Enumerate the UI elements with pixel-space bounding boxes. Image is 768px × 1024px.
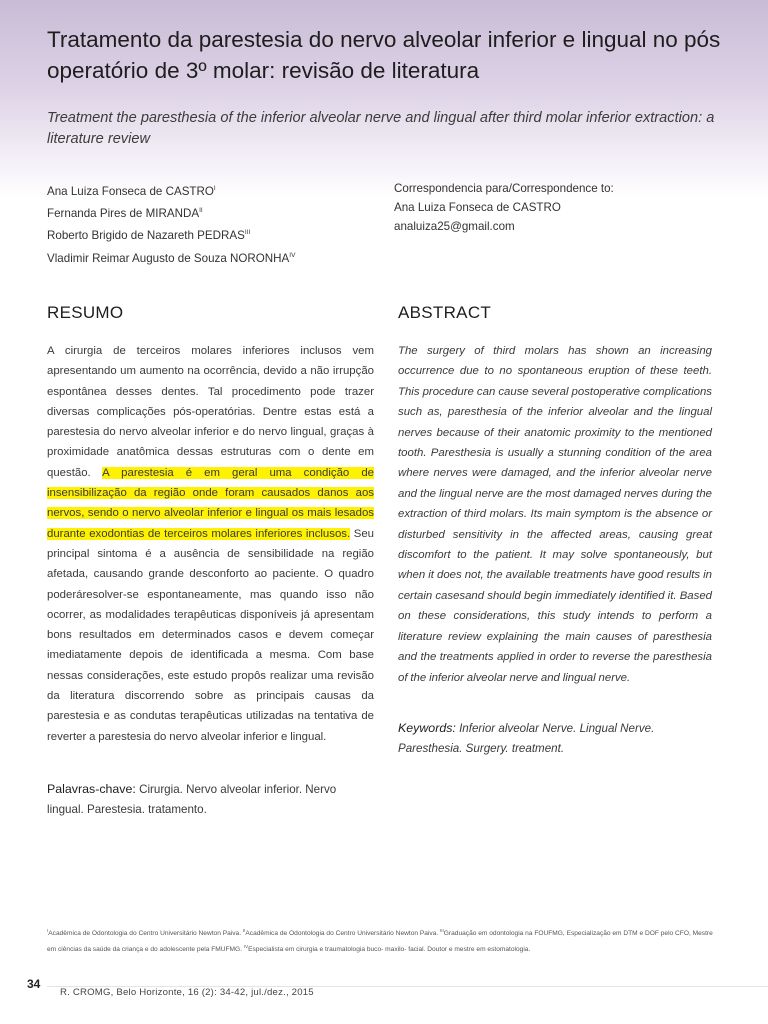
correspondence-label: Correspondencia para/Correspondence to:: [394, 182, 614, 195]
article-title: Tratamento da parestesia do nervo alveolar inferior e lingual no pós operatório de 3º molar: revisão de literatura: [47, 27, 721, 83]
author: Ana Luiza Fonseca de $CASTRO^I$: [47, 185, 216, 198]
affiliation-mark: IV: [289, 251, 296, 259]
journal-reference: R. CROMG, Belo Horizonte, 16 (2): 34-42, jul./dez., 2015: [60, 987, 314, 998]
author: Roberto Brigido de Nazareth $PEDRAS^{III}$: [47, 229, 251, 243]
correspondence-block: [394, 179, 614, 237]
keywords-label: Palavras-chave:: [47, 782, 136, 796]
author-list: [47, 179, 295, 268]
affiliation-mark: I: [213, 185, 216, 192]
affiliation-mark: II: [199, 207, 203, 215]
abstract-body: The surgery of third molars has shown an increasing occurrence due to no spontaneous eruption of these teeth. This procedure can cause several postoperative complications such as, paresthesia of the inferior alveolar and the lingual nerves because of their anatomic proximity to the mentioned tooth. Paresthesia is usually a stunning condition of the area where nerves were damaged, and the inferior alveolar nerve and the lingual nerve are the most damaged nerves during the extraction of third molars. Its main symptom is the absence or disturbed sensitivity in the affected areas, causing great discomfort to the patient. It may solve spontaneously, but when it does not, the available treatments have good results in certain casesand should begin immediately identified it. Based on these considerations, this study intends to perform a literature review explaining the main causes of paresthesia and the treatments applied in order to reverse the paresthesia of the inferior alveolar nerve and lingual nerve.: [398, 345, 712, 684]
keywords: Keywords: Inferior alveolar Nerve. Lingual Nerve. Paresthesia. Surgery. treatment.: [398, 721, 655, 755]
palavras-chave: Palavras-chave: Cirurgia. Nervo alveolar inferior. Nervo lingual. Parestesia. tratamento.: [47, 782, 337, 816]
highlighted-text: A parestesia é em geral uma condição de insensibilização da região onde foram causados danos aos nervos, sendo o nervo alveolar inferior e lingual os mais lesados durante exodontias de terceiros molares inferiores inclusos.: [47, 466, 374, 540]
affiliation-mark: III: [244, 229, 251, 237]
keywords-label: Keywords:: [398, 721, 456, 735]
resumo-body: A cirurgia de terceiros molares inferiores inclusos vem apresentando um aumento na ocorrência, devido a não irrupção espontânea desses dentes. Tal procedimento pode trazer diversas complicações pós-operatórias. Dentre estas está a parestesia do nervo alveolar inferior e do nervo lingual, graças à proximidade anatômica dessas estruturas com o dente em questão. A parestesia é em geral uma condição de insensibilização da região onde foram causados danos aos nervos, sendo o nervo alveolar inferior e lingual os mais lesados durante exodontias de terceiros molares inferiores inclusos. Seu principal sintoma é a ausência de sensibilidade na região afetada, causando grande desconforto ao paciente. O quadro poderáresolver-se espontaneamente, mas quando isso não ocorrer, as modalidades terapêuticas disponíveis já apresentam bons resultados em determinados casos e devem começar imediatamente depois de identificada a mesma. Com base nessas considerações, este estudo propôs realizar uma revisão da literatura discorrendo sobre as principais causas da parestesia e as condutas terapêuticas utilizadas na tentativa de reverter a parestesia do nervo alveolar inferior e lingual.: [47, 345, 374, 743]
author: Vladimir Reimar Augusto de Souza $NORONHA^{IV}$: [47, 251, 296, 265]
article-subtitle: Treatment the paresthesia of the inferior alveolar nerve and lingual after third molar inferior extraction: a literature review: [47, 110, 715, 147]
affiliation-footnote: $^I$Acadêmica de Odontologia do Centro Universitário Newton Paiva. $^{II}$Acadêmica de Odontologia do Centro Universitário Newton Paiva. $^{III}$Graduação em odontologia na FOUFMG, Especialização em DTM e DOF pelo CFO, Mestre em ciências da saúde da criança e do adolescente pela FMUFMG. $^{IV}$Especialista em cirurgia e traumatologia buco- maxilo- facial. Doutor e mestre em estomatologia.: [47, 928, 713, 954]
page-number: 34: [27, 977, 41, 991]
abstract-heading: ABSTRACT: [398, 303, 492, 322]
correspondence-name: Ana Luiza Fonseca de CASTRO: [394, 201, 561, 215]
correspondence-email: analuiza25@gmail.com: [394, 220, 515, 234]
author: Fernanda Pires de $MIRANDA^{II}$: [47, 207, 203, 221]
resumo-heading: RESUMO: [47, 303, 124, 322]
